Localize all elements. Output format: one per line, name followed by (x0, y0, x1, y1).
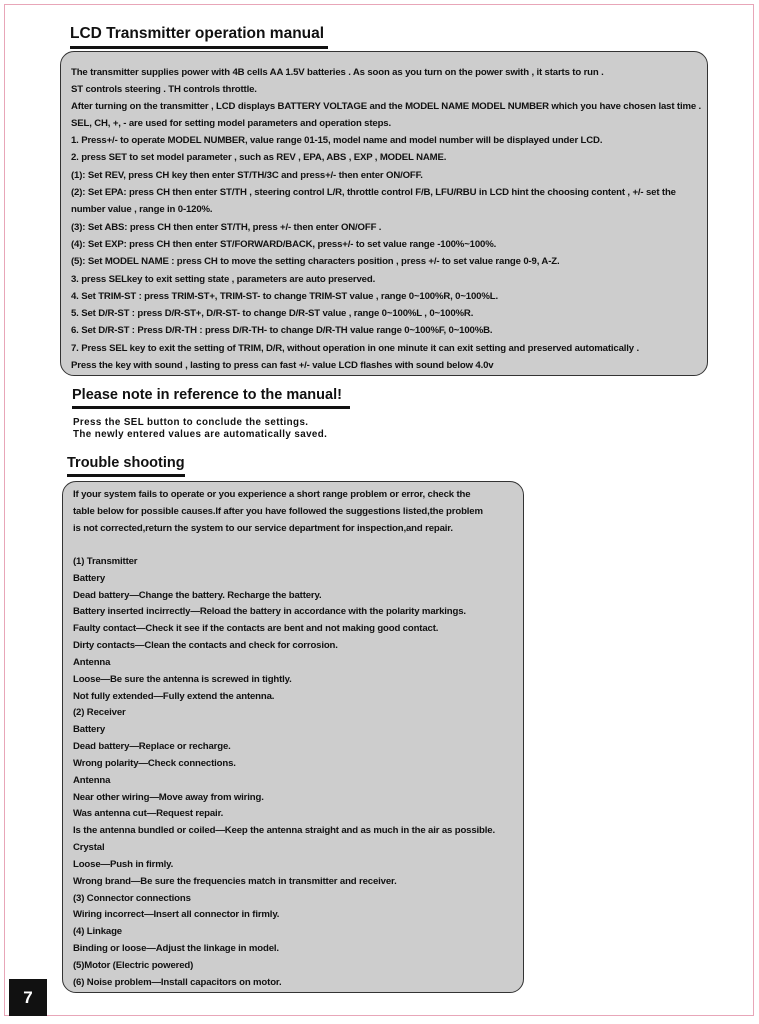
manual-heading (70, 25, 328, 49)
manual-line: (1): Set REV, press CH key then enter ST/TH/3C and press+/- then enter ON/OFF. (71, 170, 423, 181)
trouble-line: Battery (73, 724, 106, 735)
note-line: The newly entered values are automatically saved. (73, 429, 328, 440)
trouble-heading (67, 455, 185, 477)
manual-line: 2. press SET to set model parameter , such as REV , EPA, ABS , EXP , MODEL NAME. (71, 152, 447, 163)
manual-line: 3. press SELkey to exit setting state , parameters are auto preserved. (71, 274, 376, 285)
trouble-line: (3) Connector connections (73, 893, 191, 904)
trouble-intro-line: is not corrected,return the system to our service department for inspection,and repair. (73, 523, 453, 534)
manual-line: Press the key with sound , lasting to press can fast +/- value LCD flashes with sound below 4.0v (71, 360, 494, 371)
trouble-line: Dead battery—Replace or recharge. (73, 741, 231, 752)
note-heading (72, 387, 350, 409)
trouble-line: (1) Transmitter (73, 556, 138, 567)
trouble-line: Loose—Push in firmly. (73, 859, 174, 870)
manual-title: LCD Transmitter operation manual (70, 25, 325, 42)
manual-line: SEL, CH, +, - are used for setting model parameters and operation steps. (71, 118, 391, 129)
manual-line: ST controls steering . TH controls throttle. (71, 84, 257, 95)
trouble-intro-line: table below for possible causes.If after you have followed the suggestions listed,the problem (73, 506, 483, 517)
manual-line: The transmitter supplies power with 4B cells AA 1.5V batteries . As soon as you turn on the power swith , it starts to run . (71, 67, 604, 78)
trouble-line: Faulty contact—Check it see if the contacts are bent and not making good contact. (73, 623, 439, 634)
trouble-line: Crystal (73, 842, 105, 853)
manual-line: 7. Press SEL key to exit the setting of TRIM, D/R, without operation in one minute it can exit setting and preserved automatically . (71, 343, 640, 354)
trouble-line: Antenna (73, 775, 111, 786)
note-title: Please note in reference to the manual! (72, 387, 342, 403)
trouble-line: Wrong polarity—Check connections. (73, 758, 236, 769)
manual-line: (4): Set EXP: press CH then enter ST/FORWARD/BACK, press+/- to set value range -100%~100%. (71, 239, 497, 250)
trouble-line: (5)Motor (Electric powered) (73, 960, 194, 971)
page-number: 7 (9, 979, 47, 1016)
trouble-line: Wiring incorrect—Insert all connector in firmly. (73, 909, 280, 920)
trouble-line: (4) Linkage (73, 926, 122, 937)
note-title-underline (72, 406, 350, 409)
manual-line: (3): Set ABS: press CH then enter ST/TH, press +/- then enter ON/OFF . (71, 222, 382, 233)
trouble-line: Was antenna cut—Request repair. (73, 808, 224, 819)
trouble-line: Not fully extended—Fully extend the antenna. (73, 691, 275, 702)
trouble-line: Dirty contacts—Clean the contacts and check for corrosion. (73, 640, 338, 651)
trouble-title-underline (67, 474, 185, 477)
manual-line: (2): Set EPA: press CH then enter ST/TH , steering control L/R, throttle control F/B, LFU/RBU in LCD hint the choosing content , +/- set the (71, 187, 676, 198)
trouble-line: Is the antenna bundled or coiled—Keep the antenna straight and as much in the air as possible. (73, 825, 495, 836)
trouble-line: Wrong brand—Be sure the frequencies match in transmitter and receiver. (73, 876, 397, 887)
manual-line: 4. Set TRIM-ST : press TRIM-ST+, TRIM-ST- to change TRIM-ST value , range 0~100%R, 0~100%L. (71, 291, 498, 302)
trouble-line: Antenna (73, 657, 111, 668)
trouble-line: Binding or loose—Adjust the linkage in model. (73, 943, 279, 954)
manual-line: After turning on the transmitter , LCD displays BATTERY VOLTAGE and the MODEL NAME MODEL NUMBER which you have chosen last time . (71, 101, 702, 112)
manual-line: 5. Set D/R-ST : press D/R-ST+, D/R-ST- to change D/R-ST value , range 0~100%L , 0~100%R. (71, 308, 474, 319)
trouble-line: Battery inserted incirrectly—Reload the battery in accordance with the polarity markings. (73, 606, 466, 617)
manual-title-underline (70, 46, 328, 49)
trouble-line: (6) Noise problem—Install capacitors on motor. (73, 977, 282, 988)
trouble-line: Loose—Be sure the antenna is screwed in tightly. (73, 674, 292, 685)
manual-line: 1. Press+/- to operate MODEL NUMBER, value range 01-15, model name and model number will be displayed under LCD. (71, 135, 603, 146)
manual-line: (5): Set MODEL NAME : press CH to move the setting characters position , press +/- to set value range 0-9, A-Z. (71, 256, 560, 267)
trouble-title: Trouble shooting (67, 455, 185, 471)
trouble-line: Battery (73, 573, 106, 584)
manual-line: 6. Set D/R-ST : Press D/R-TH : press D/R-TH- to change D/R-TH value range 0~100%F, 0~100%B. (71, 325, 493, 336)
trouble-line: Dead battery—Change the battery. Recharge the battery. (73, 590, 322, 601)
trouble-intro-line: If your system fails to operate or you experience a short range problem or error, check the (73, 489, 471, 500)
manual-line: number value , range in 0-120%. (71, 204, 213, 215)
note-line: Press the SEL button to conclude the settings. (73, 417, 309, 428)
trouble-line: Near other wiring—Move away from wiring. (73, 792, 264, 803)
trouble-line: (2) Receiver (73, 707, 126, 718)
